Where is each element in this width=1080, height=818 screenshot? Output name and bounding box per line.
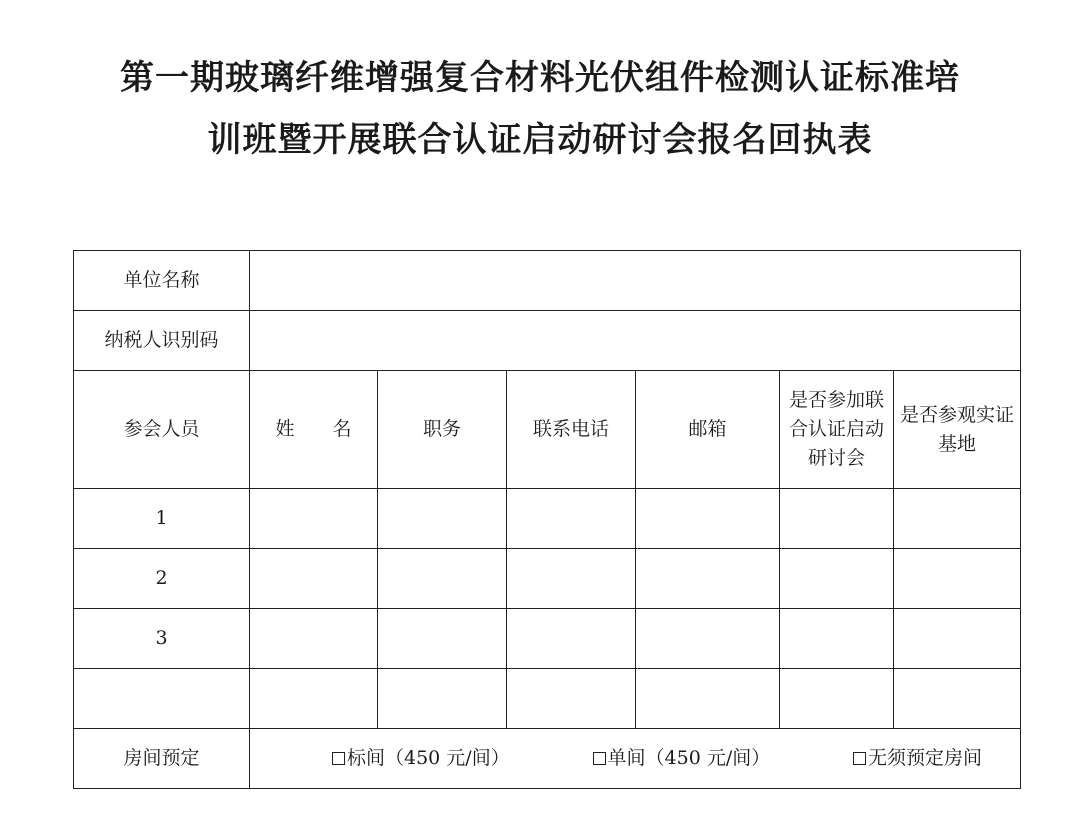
- room-booking-row: [74, 729, 1021, 789]
- attendees-label: 参会人员: [74, 371, 250, 489]
- unit-name-row: [74, 251, 1021, 311]
- attendee-join-seminar-field[interactable]: [780, 549, 894, 609]
- attendee-visit-base-field[interactable]: [894, 609, 1021, 669]
- attendee-row: [74, 489, 1021, 549]
- attendee-email-field[interactable]: [636, 549, 780, 609]
- attendee-join-seminar-field[interactable]: [780, 609, 894, 669]
- unit-name-label: 单位名称: [74, 251, 250, 311]
- attendee-phone-field[interactable]: [507, 669, 636, 729]
- checkbox-icon[interactable]: [853, 752, 866, 765]
- form-title-line-2: 训班暨开展联合认证启动研讨会报名回执表: [207, 120, 873, 160]
- room-booking-label: 房间预定: [74, 729, 250, 789]
- column-header-email: 邮箱: [636, 371, 780, 489]
- attendee-email-field[interactable]: [636, 609, 780, 669]
- column-header-position: 职务: [378, 371, 507, 489]
- column-header-phone: 联系电话: [507, 371, 636, 489]
- column-header-visit-base: 是否参观实证基地: [894, 371, 1021, 489]
- attendee-name-field[interactable]: [250, 489, 378, 549]
- tax-id-field[interactable]: [250, 311, 1021, 371]
- form-title-line-1: 第一期玻璃纤维增强复合材料光伏组件检测认证标准培: [120, 58, 960, 98]
- attendee-phone-field[interactable]: [507, 609, 636, 669]
- attendee-phone-field[interactable]: [507, 489, 636, 549]
- attendee-name-field[interactable]: [250, 609, 378, 669]
- room-option-standard[interactable]: [332, 744, 510, 773]
- column-header-name: 姓 名: [250, 371, 378, 489]
- checkbox-icon[interactable]: [593, 752, 606, 765]
- attendee-position-field[interactable]: [378, 669, 507, 729]
- attendee-position-field[interactable]: [378, 489, 507, 549]
- room-option-single[interactable]: [593, 744, 771, 773]
- attendee-visit-base-field[interactable]: [894, 669, 1021, 729]
- column-header-join-seminar: 是否参加联合认证启动研讨会: [780, 371, 894, 489]
- unit-name-field[interactable]: [250, 251, 1021, 311]
- room-option-label: 单间（450 元/间）: [607, 747, 771, 769]
- room-option-label: 标间（450 元/间）: [347, 747, 510, 769]
- attendee-email-field[interactable]: [636, 489, 780, 549]
- tax-id-row: [74, 311, 1021, 371]
- attendee-visit-base-field[interactable]: [894, 489, 1021, 549]
- tax-id-label: 纳税人识别码: [74, 311, 250, 371]
- attendee-row: [74, 609, 1021, 669]
- room-booking-options: [250, 729, 1021, 789]
- registration-form-table: [73, 250, 1021, 789]
- attendee-phone-field[interactable]: [507, 549, 636, 609]
- attendee-name-field[interactable]: [250, 549, 378, 609]
- checkbox-icon[interactable]: [332, 752, 345, 765]
- attendees-header-row: [74, 371, 1021, 489]
- attendee-name-field[interactable]: [250, 669, 378, 729]
- attendee-join-seminar-field[interactable]: [780, 489, 894, 549]
- room-option-label: 无须预定房间: [868, 747, 983, 769]
- room-option-none[interactable]: [853, 744, 982, 773]
- attendee-row: [74, 669, 1021, 729]
- attendee-email-field[interactable]: [636, 669, 780, 729]
- attendee-visit-base-field[interactable]: [894, 549, 1021, 609]
- attendee-row: [74, 549, 1021, 609]
- attendee-row-index: 3: [74, 609, 250, 669]
- attendee-row-index: 1: [74, 489, 250, 549]
- attendee-position-field[interactable]: [378, 609, 507, 669]
- attendee-join-seminar-field[interactable]: [780, 669, 894, 729]
- attendee-row-index: 2: [74, 549, 250, 609]
- attendee-position-field[interactable]: [378, 549, 507, 609]
- attendee-row-index: [74, 669, 250, 729]
